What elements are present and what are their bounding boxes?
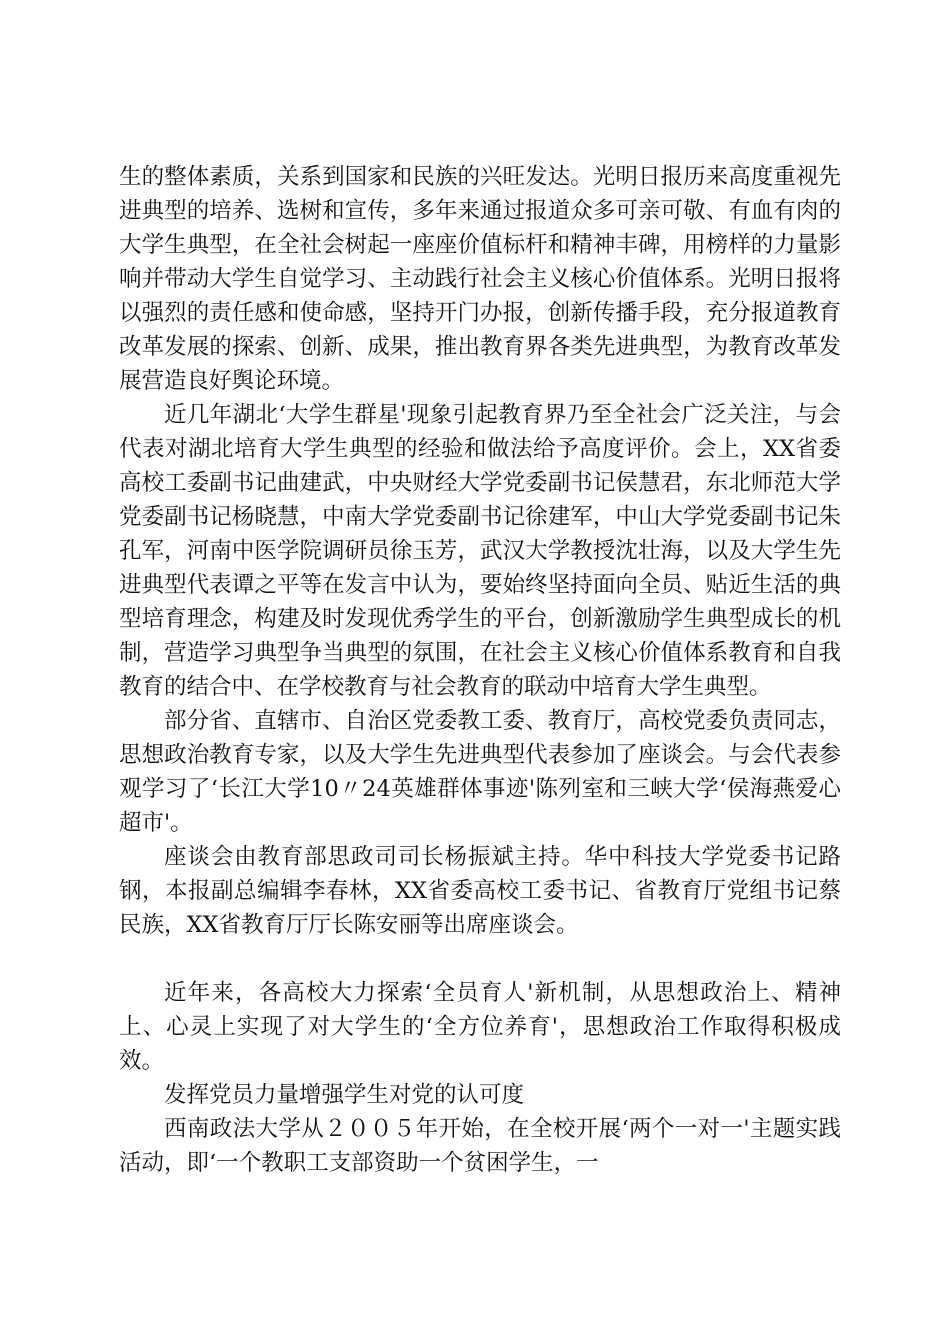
paragraph-6: 西南政法大学从２００５年开始，在全校开展‘两个一对一'主题实践活动，即‘一个教职工支部资助一个贫困学生，一 bbox=[119, 1116, 841, 1176]
section-heading: 发挥党员力量增强学生对党的认可度 bbox=[164, 1082, 525, 1108]
paragraph-spacer bbox=[119, 942, 841, 976]
paragraph-3: 部分省、直辖市、自治区党委教工委、教育厅，高校党委负责同志，思想政治教育专家，以及大学生先进典型代表参加了座谈会。与会代表参观学习了‘长江大学10〃24英雄群体事迹'陈列室和三峡大学‘侯海燕爱心超市'。 bbox=[119, 708, 841, 836]
document-body bbox=[119, 160, 841, 1180]
paragraph-1: 生的整体素质，关系到国家和民族的兴旺发达。光明日报历来高度重视先进典型的培养、选树和宣传，多年来通过报道众多可亲可敬、有血有肉的大学生典型，在全社会树起一座座价值标杆和精神丰碑，用榜样的力量影响并带动大学生自觉学习、主动践行社会主义核心价值体系。光明日报将以强烈的责任感和使命感，坚持开门办报，创新传播手段，充分报道教育改革发展的探索、创新、成果，推出教育界各类先进典型，为教育改革发展营造良好舆论环境。 bbox=[119, 164, 841, 394]
paragraph-4: 座谈会由教育部思政司司长杨振斌主持。华中科技大学党委书记路钢，本报副总编辑李春林，XX省委高校工委书记、省教育厅党组书记蔡民族，XX省教育厅厅长陈安丽等出席座谈会。 bbox=[119, 844, 841, 938]
paragraph-2: 近几年湖北‘大学生群星'现象引起教育界乃至全社会广泛关注，与会代表对湖北培育大学生典型的经验和做法给予高度评价。会上，XX省委高校工委副书记曲建武，中央财经大学党委副书记侯慧君，东北师范大学党委副书记杨晓慧，中南大学党委副书记徐建军，中山大学党委副书记朱孔军，河南中医学院调研员徐玉芳，武汉大学教授沈壮海，以及大学生先进典型代表谭之平等在发言中认为，要始终坚持面向全员、贴近生活的典型培育理念，构建及时发现优秀学生的平台，创新激励学生典型成长的机制，营造学习典型争当典型的氛围，在社会主义核心价值体系教育和自我教育的结合中、在学校教育与社会教育的联动中培育大学生典型。 bbox=[119, 402, 841, 700]
paragraph-5: 近年来，各高校大力探索‘全员育人'新机制，从思想政治上、精神上、心灵上实现了对大学生的‘全方位养育'，思想政治工作取得积极成效。 bbox=[119, 980, 841, 1074]
